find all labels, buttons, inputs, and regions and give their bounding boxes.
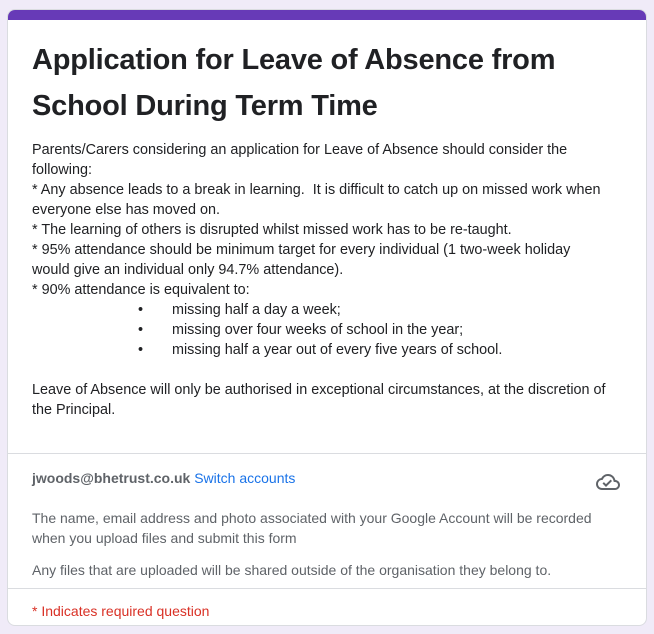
account-notice-line: when you upload files and submit this form	[32, 530, 297, 546]
form-description	[32, 140, 622, 420]
bullet-item	[32, 340, 622, 360]
closing-line: the Principal.	[32, 402, 116, 418]
switch-accounts-link[interactable]: Switch accounts	[194, 470, 296, 486]
form-title-line-1: Application for Leave of Absence from	[32, 44, 556, 76]
description-line: Parents/Carers considering an application for Leave of Absence should consider the	[32, 142, 568, 158]
bullet-item	[32, 300, 622, 320]
form-header-card	[7, 9, 647, 626]
description-line: * Any absence leads to a break in learning. It is difficult to catch up on missed work when	[32, 182, 601, 198]
description-line: * 90% attendance is equivalent to:	[32, 282, 250, 298]
account-line	[32, 468, 622, 488]
account-notice	[32, 508, 622, 548]
required-question-note: * Indicates required question	[32, 603, 210, 619]
bullet-text: missing over four weeks of school in the year;	[172, 322, 464, 338]
account-email: jwoods@bhetrust.co.uk	[32, 470, 191, 486]
description-line: * 95% attendance should be minimum target for every individual (1 two-week holiday	[32, 242, 571, 258]
required-block	[8, 589, 646, 626]
form-title	[32, 37, 622, 129]
closing-line: Leave of Absence will only be authorised in exceptional circumstances, at the discretion of	[32, 382, 606, 398]
accent-bar	[8, 10, 646, 20]
description-line: * The learning of others is disrupted whilst missed work has to be re-taught.	[32, 222, 512, 238]
header-block	[8, 20, 646, 420]
description-line: would give an individual only 94.7% attendance).	[32, 262, 344, 278]
account-notice-line: The name, email address and photo associated with your Google Account will be recorded	[32, 510, 592, 526]
bullet-text: missing half a year out of every five years of school.	[172, 342, 503, 358]
bullet-text: missing half a day a week;	[172, 302, 341, 318]
bullet-icon: •	[138, 302, 144, 318]
cloud-done-icon	[596, 470, 620, 494]
bullet-icon: •	[138, 342, 144, 358]
description-line: following:	[32, 162, 92, 178]
description-line: everyone else has moved on.	[32, 202, 220, 218]
bullet-item	[32, 320, 622, 340]
files-notice: Any files that are uploaded will be shared outside of the organisation they belong to.	[32, 562, 552, 578]
form-title-line-2: School During Term Time	[32, 90, 378, 122]
bullet-icon: •	[138, 322, 144, 338]
account-block	[8, 454, 646, 577]
